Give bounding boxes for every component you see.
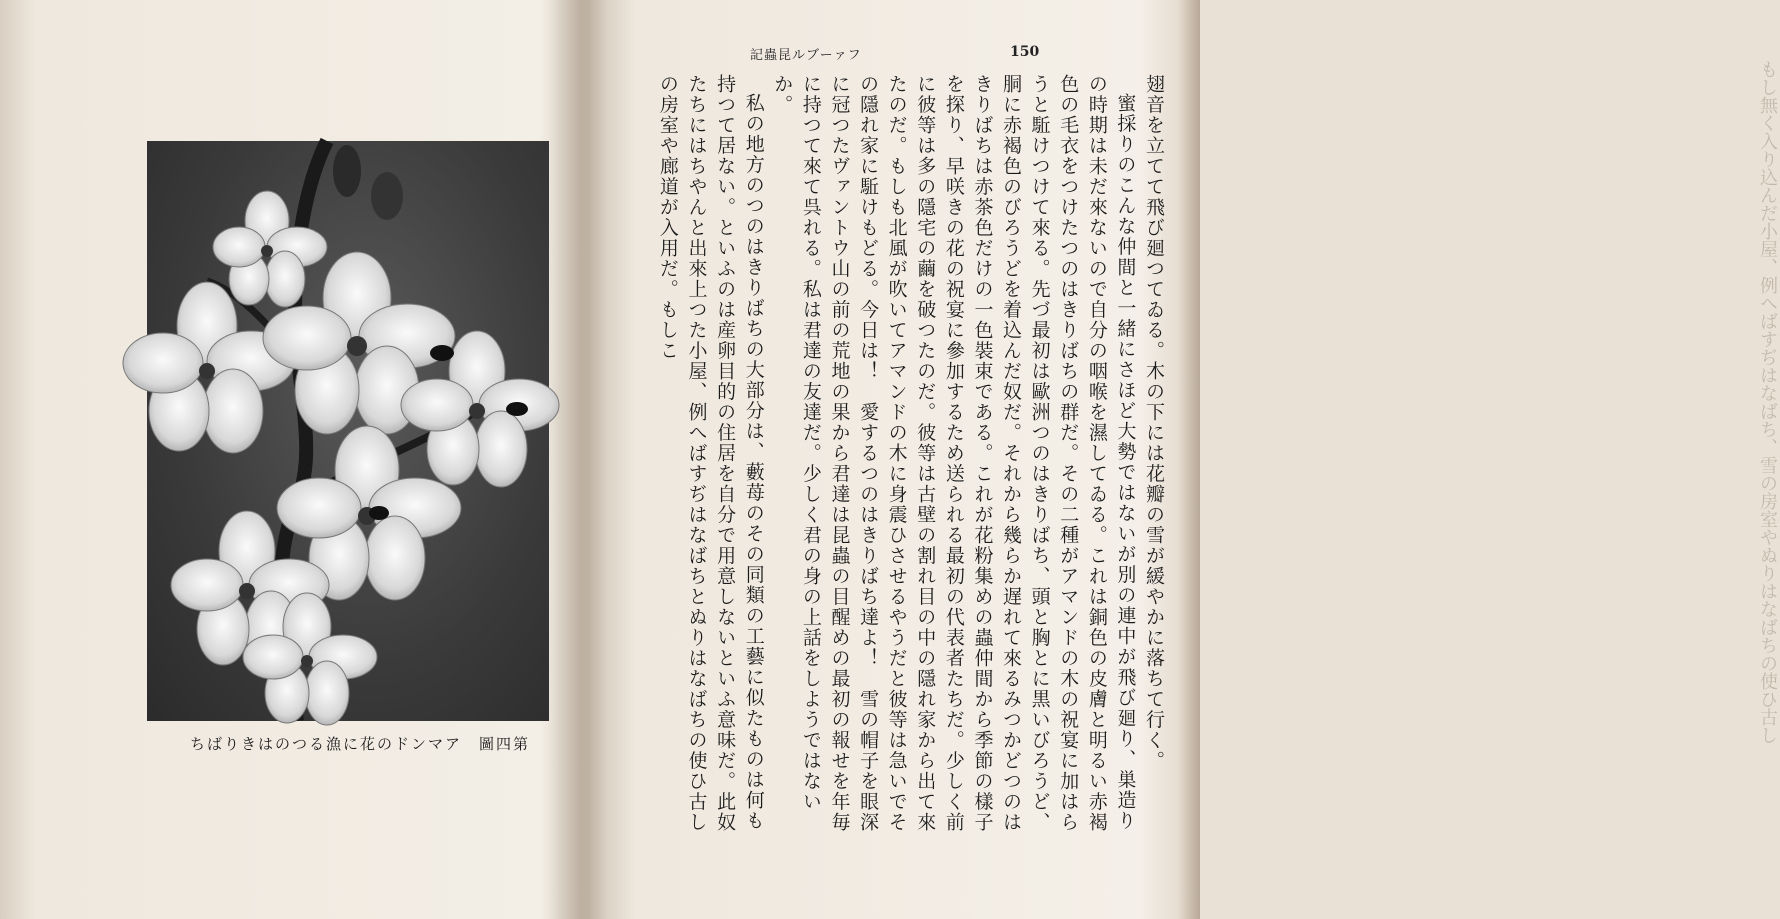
page-edge-shadow [1178,0,1200,919]
paragraph-3: 私の地方のつのはきりばちの大部分は、藪苺のその同類の工藝に似たものは何も持つて居ない。といふのは産卵目的の住居を自分で用意しないといふ意味だ。此奴たちにはちやんと出來上つた小屋、例へばすぢはなばちとぬりはなばちの使ひ古しの房室や廊道が入用だ。もしこ [656,74,765,833]
running-head: 記蟲昆ルブーァフ [750,48,862,63]
left-page [0,0,580,919]
page-number: 150 [1010,44,1040,60]
almond-blossom-photo [147,141,549,721]
paragraph-2: 蜜採りのこんな仲間と一緒にさほど大勢ではないが別の連中が飛び廻り、巣造りの時期は未だ來ないので自分の咽喉を濕してゐる。これは銅色の皮膚と明るい赤褐色の毛衣をつけたつのはきりばちの群だ。その二種がアマンドの木の祝宴に加はらうと駈けつけて來る。先づ最初は歐洲つのはきりばち、頭と胸とに黒いびろうど、胴に赤褐色のびろうどを着込んだ奴だ。それから幾らか遅れて來るみつかどつのはきりばちは赤茶色だけの一色裝束である。これが花粉集めの蟲仲間から季節の樣子を探り、早咲きの花の祝宴に參加するため送られる最初の代表者たちだ。少しく前に彼等は多の隱宅の繭を破つたのだ。彼等は古壁の割れ目の中の隱れ家から出て來たのだ。もしも北風が吹いてアマンドの木に身震ひさせるやうだと彼等は急いでその隱れ家に駈けもどる。今日は！ 愛するつのはきりばち達よ！ 雪の帽子を眼深に冠つたヴァントウ山の前の荒地の果から君達は昆蟲の目醒めの最初の報せを年毎に持つて來て呉れる。私は君達の友達だ。少しく君の身の上話をしようではないか。 [771,74,1137,833]
right-page [580,0,1778,919]
vertical-body-text [656,74,1168,844]
figure-caption: ちばりきはのつる漁に花のドンマア 圖四第 [190,735,531,753]
paragraph-1: 翅音を立てて飛び廻つてゐる。木の下には花瓣の雪が緩やかに落ちて行く。 [1143,74,1165,771]
next-page-bleed-through: もし無く入り込んだ小屋、例へばすぢはなばち、雪の房室やぬりはなばちの使ひ古し [1757,60,1778,744]
almond-blossom-illustration [147,141,549,721]
